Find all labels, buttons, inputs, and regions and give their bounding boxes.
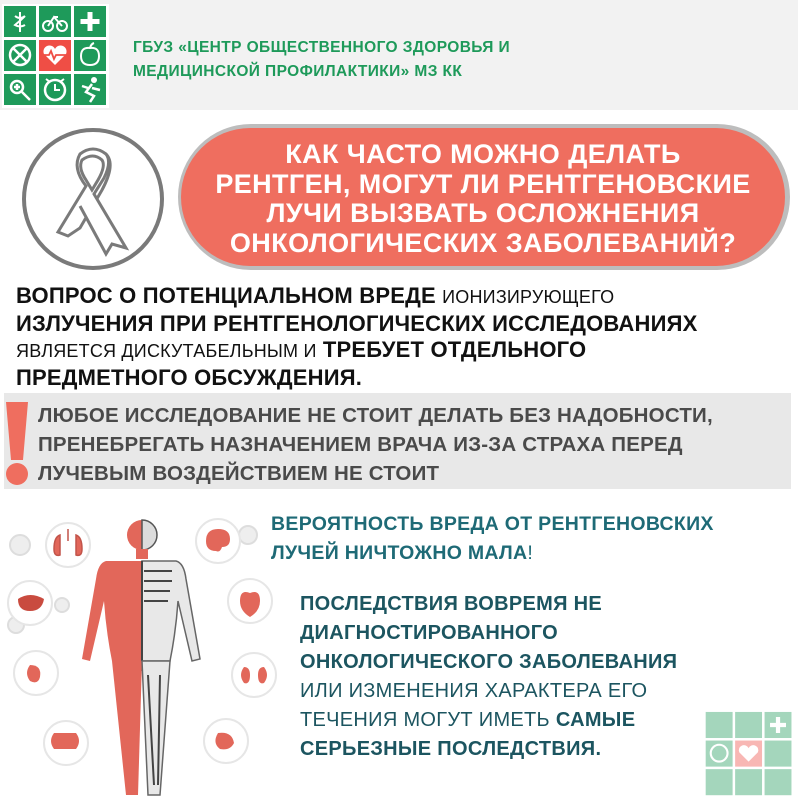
organization-logo <box>2 4 109 108</box>
organization-name-line2: МЕДИЦИНСКОЙ ПРОФИЛАКТИКИ» МЗ КК <box>133 63 463 80</box>
p1-run5: ТРЕБУЕТ ОТДЕЛЬНОГО <box>322 337 587 362</box>
warning-line2: ПРЕНЕБРЕГАТЬ НАЗНАЧЕНИЕМ ВРАЧА ИЗ-ЗА СТРАХА ПЕРЕД <box>38 433 683 456</box>
title-line3: ЛУЧИ ВЫЗВАТЬ ОСЛОЖНЕНИЯ <box>266 198 700 228</box>
p1-run3: ИЗЛУЧЕНИЯ ПРИ РЕНТГЕНОЛОГИЧЕСКИХ ИССЛЕДОВАНИЯХ <box>16 310 698 336</box>
p2-line1: ВЕРОЯТНОСТЬ ВРЕДА ОТ РЕНТГЕНОВСКИХ <box>271 513 714 535</box>
p1-run7: . <box>355 364 363 390</box>
p3-line5a: ТЕЧЕНИЯ МОГУТ ИМЕТЬ <box>300 709 550 731</box>
p1-run1: ВОПРОС О ПОТЕНЦИАЛЬНОМ ВРЕДЕ <box>16 283 436 308</box>
warning-text <box>38 401 798 488</box>
watermark-logo <box>704 710 794 798</box>
organization-name <box>133 36 510 84</box>
p3-line6-end: . <box>595 738 602 760</box>
paragraph-low-risk <box>271 510 791 568</box>
p3-line5b: САМЫЕ <box>555 709 636 731</box>
title-line1: КАК ЧАСТО МОЖНО ДЕЛАТЬ <box>285 139 681 169</box>
p1-run2: ИОНИЗИРУЮЩЕГО <box>442 287 615 307</box>
title-line2: РЕНТГЕН, МОГУТ ЛИ РЕНТГЕНОВСКИЕ <box>215 168 751 199</box>
p3-line4: ИЛИ ИЗМЕНЕНИЯ ХАРАКТЕРА ЕГО <box>300 680 648 702</box>
exclamation-icon <box>2 398 32 488</box>
paragraph-radiation-harm <box>16 283 791 391</box>
warning-line1: ЛЮБОЕ ИССЛЕДОВАНИЕ НЕ СТОИТ ДЕЛАТЬ БЕЗ НАДОБНОСТИ, <box>38 404 713 427</box>
p3-line3: ОНКОЛОГИЧЕСКОГО ЗАБОЛЕВАНИЯ <box>300 651 678 673</box>
p3-line1: ПОСЛЕДСТВИЯ ВОВРЕМЯ НЕ <box>300 593 603 615</box>
p3-line2: ДИАГНОСТИРОВАННОГО <box>300 622 558 644</box>
p2-line2: ЛУЧЕЙ НИЧТОЖНО МАЛА <box>271 542 528 564</box>
warning-line3: ЛУЧЕВЫМ ВОЗДЕЙСТВИЕМ НЕ СТОИТ <box>38 462 440 485</box>
title-line4: ОНКОЛОГИЧЕСКИХ ЗАБОЛЕВАНИЙ? <box>229 227 737 258</box>
awareness-ribbon-icon <box>20 126 166 272</box>
main-title <box>186 140 780 258</box>
organization-name-line1: ГБУЗ «ЦЕНТР ОБЩЕСТВЕННОГО ЗДОРОВЬЯ И <box>133 39 511 56</box>
p3-line6: СЕРЬЕЗНЫЕ ПОСЛЕДСТВИЯ <box>300 738 596 760</box>
p2-line2-end: ! <box>527 542 534 564</box>
human-anatomy-illustration <box>2 505 294 800</box>
p1-run6: ПРЕДМЕТНОГО ОБСУЖДЕНИЯ <box>16 364 356 390</box>
p1-run4: ЯВЛЯЕТСЯ ДИСКУТАБЕЛЬНЫМ И <box>16 341 317 361</box>
